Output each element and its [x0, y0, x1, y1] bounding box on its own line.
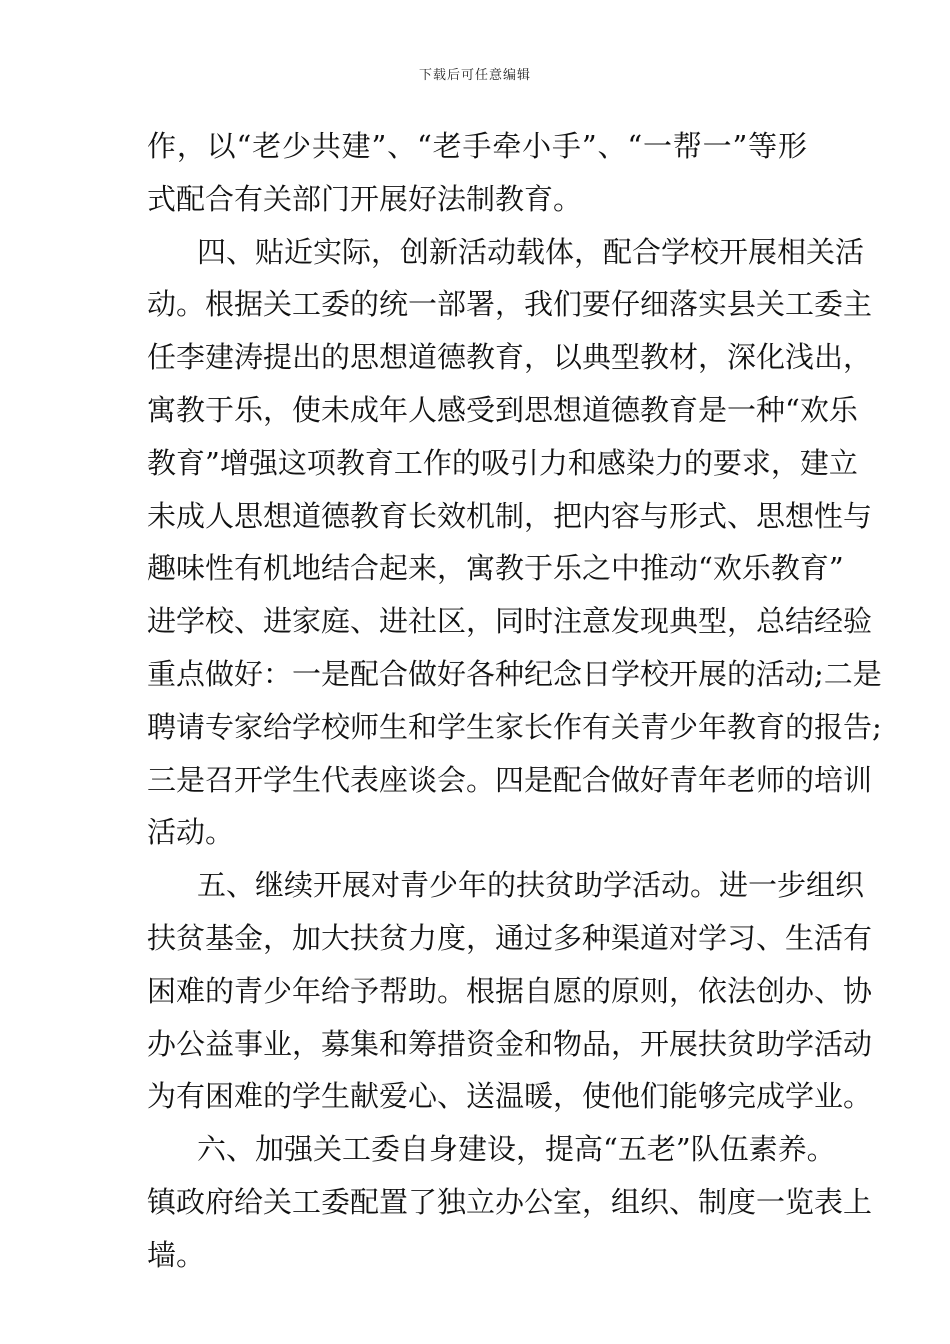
text-line: 未成人思想道德教育长效机制，把内容与形式、思想性与 [147, 498, 873, 533]
text-line: 进学校、进家庭、进社区，同时注意发现典型，总结经验 [147, 604, 873, 639]
text-line: 为有困难的学生献爱心、送温暖，使他们能够完成学业。 [147, 1079, 873, 1114]
text-line: 六、加强关工委自身建设，提高“五老”队伍素养。 [197, 1132, 836, 1167]
text-line: 活动。 [147, 815, 235, 850]
text-line: 任李建涛提出的思想道德教育，以典型教材，深化浅出， [147, 340, 873, 375]
text-line: 四、贴近实际，创新活动载体，配合学校开展相关活 [197, 234, 865, 269]
text-line: 五、继续开展对青少年的扶贫助学活动。进一步组织 [197, 868, 865, 903]
text-line: 动。根据关工委的统一部署，我们要仔细落实县关工委主 [147, 287, 873, 322]
text-line: 寓教于乐，使未成年人感受到思想道德教育是一种“欢乐 [147, 392, 858, 427]
paragraph [147, 120, 807, 226]
text-line: 镇政府给关工委配置了独立办公室，组织、制度一览表上 [147, 1184, 873, 1219]
text-line: 墙。 [147, 1237, 206, 1272]
text-line: 作，以“老少共建”、“老手牵小手”、“一帮一”等形 [147, 129, 807, 163]
paragraph [147, 1123, 873, 1281]
text-line: 扶贫基金，加大扶贫力度，通过多种渠道对学习、生活有 [147, 920, 873, 955]
text-line: 办公益事业，募集和筹措资金和物品，开展扶贫助学活动 [147, 1026, 873, 1061]
document-body [147, 120, 882, 1282]
paragraph [147, 859, 873, 1123]
text-line: 趣味性有机地结合起来，寓教于乐之中推动“欢乐教育” [147, 551, 844, 586]
text-line: 式配合有关部门开展好法制教育。 [147, 181, 583, 216]
page-header-note: 下载后可任意编辑 [418, 68, 531, 83]
text-line: 教育”增强这项教育工作的吸引力和感染力的要求，建立 [147, 445, 858, 480]
text-line: 困难的青少年给予帮助。根据自愿的原则，依法创办、协 [147, 973, 873, 1008]
paragraph [147, 226, 882, 860]
text-line: 重点做好：一是配合做好各种纪念日学校开展的活动;二是 [147, 656, 882, 691]
text-line: 三是召开学生代表座谈会。四是配合做好青年老师的培训 [147, 762, 873, 797]
text-line: 聘请专家给学校师生和学生家长作有关青少年教育的报告; [147, 709, 882, 744]
